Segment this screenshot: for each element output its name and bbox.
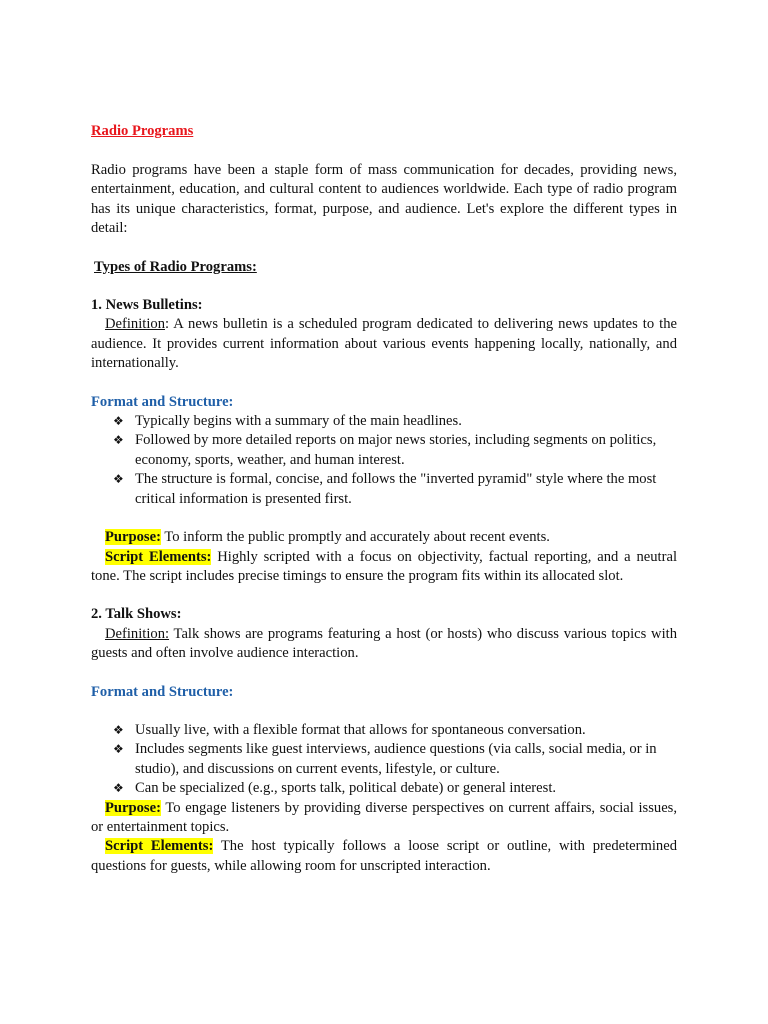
list-item	[91, 721, 677, 740]
purpose-text: To inform the public promptly and accurately about recent events.	[160, 529, 550, 546]
list-item	[91, 740, 677, 779]
bullet-text: Can be specialized (e.g., sports talk, political debate) or general interest.	[135, 780, 557, 797]
section-heading-news-bulletins: 1. News Bulletins:	[91, 297, 203, 314]
definition-text: A news bulletin is a scheduled program dedicated to delivering news updates to the audience. It provides current information about various events happening locally, nationally, and internationally.	[91, 316, 677, 372]
script-elements-label: Script Elements:	[105, 548, 212, 565]
script-elements-news-bulletins	[91, 548, 677, 587]
bullet-list-talk-shows	[91, 721, 677, 799]
bullet-text: Followed by more detailed reports on major news stories, including segments on politics, economy, sports, weather, and human interest.	[135, 432, 657, 468]
list-item	[91, 470, 677, 509]
definition-talk-shows	[91, 625, 677, 664]
document-title: Radio Programs	[91, 123, 194, 139]
format-heading-talk-shows: Format and Structure:	[91, 683, 234, 700]
bullet-text: Typically begins with a summary of the main headlines.	[135, 413, 462, 430]
list-item	[91, 779, 677, 798]
script-elements-text: Highly scripted with a focus on objectivity, factual reporting, and a neutral tone. The script includes precise timings to ensure the program fits within its allocated slot.	[91, 548, 677, 584]
script-elements-text: The host typically follows a loose script or outline, with predetermined questions for guests, while allowing room for unscripted interaction.	[91, 838, 677, 874]
diamond-bullet-icon: ❖	[113, 433, 124, 448]
purpose-label: Purpose:	[105, 799, 161, 816]
bullet-text: Includes segments like guest interviews, audience questions (via calls, social media, or in studio), and discussions on current events, lifestyle, or culture.	[135, 741, 657, 777]
list-item	[91, 431, 677, 470]
definition-news-bulletins	[91, 315, 677, 373]
purpose-news-bulletins	[91, 528, 677, 547]
bullet-list-news-bulletins	[91, 412, 677, 509]
definition-text: Talk shows are programs featuring a host (or hosts) who discuss various topics with guests and often involve audience interaction.	[91, 625, 677, 662]
purpose-text: To engage listeners by providing diverse perspectives on current affairs, social issues, or entertainment topics.	[91, 799, 677, 835]
diamond-bullet-icon: ❖	[113, 722, 124, 737]
intro-paragraph: Radio programs have been a staple form of mass communication for decades, providing news, entertainment, education, and cultural content to audiences worldwide. Each type of radio program has its unique characteristics, format, purpose, and audience. Let's explore the different types in detail:	[91, 162, 677, 237]
diamond-bullet-icon: ❖	[113, 414, 124, 429]
diamond-bullet-icon: ❖	[113, 472, 124, 487]
section-heading-talk-shows: 2. Talk Shows:	[91, 606, 182, 623]
bullet-text: Usually live, with a flexible format that allows for spontaneous conversation.	[135, 721, 586, 738]
list-item	[91, 412, 677, 431]
diamond-bullet-icon: ❖	[113, 742, 124, 757]
purpose-talk-shows	[91, 799, 677, 838]
script-elements-talk-shows	[91, 837, 677, 876]
definition-label: Definition:	[105, 625, 170, 642]
purpose-label: Purpose:	[105, 529, 161, 546]
script-elements-label: Script Elements:	[105, 838, 214, 855]
definition-label: Definition	[105, 316, 165, 333]
definition-separator: :	[165, 316, 170, 333]
bullet-text: The structure is formal, concise, and follows the "inverted pyramid" style where the most critical information is presented first.	[135, 471, 657, 507]
diamond-bullet-icon: ❖	[113, 781, 124, 796]
document-body	[91, 122, 677, 876]
types-heading: Types of Radio Programs:	[94, 258, 257, 275]
format-heading-news-bulletins: Format and Structure:	[91, 393, 234, 410]
